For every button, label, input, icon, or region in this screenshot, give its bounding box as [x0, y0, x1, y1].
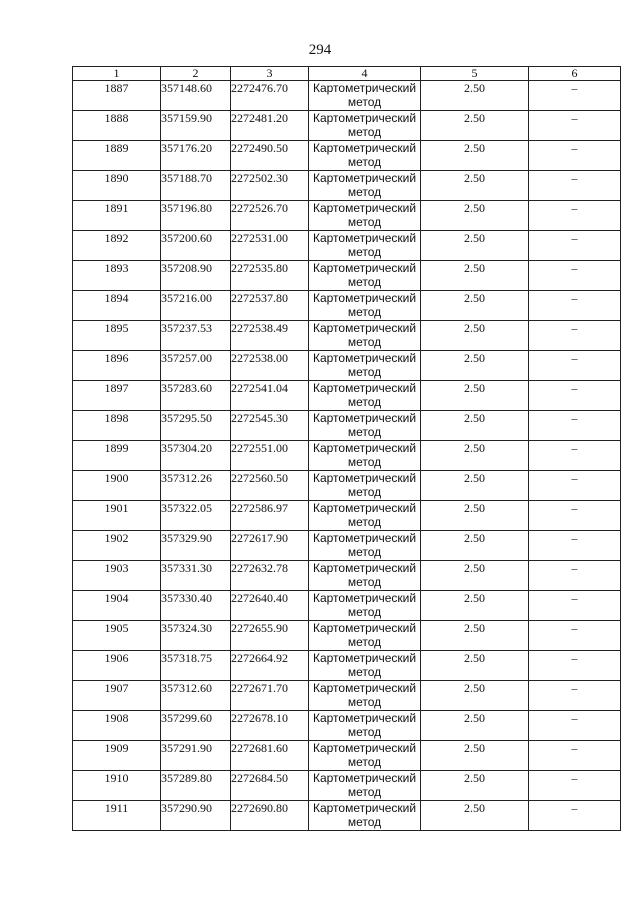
x-coordinate-cell: 357257.00 — [161, 351, 231, 381]
error-cell: 2.50 — [421, 801, 529, 831]
y-coordinate-cell: 2272490.50 — [231, 141, 309, 171]
x-coordinate-cell: 357188.70 — [161, 171, 231, 201]
table-row — [73, 321, 621, 351]
y-coordinate-cell: 2272526.70 — [231, 201, 309, 231]
method-cell: Картометрический метод — [309, 441, 421, 471]
method-cell: Картометрический метод — [309, 231, 421, 261]
x-coordinate-cell: 357312.60 — [161, 681, 231, 711]
x-coordinate-cell: 357318.75 — [161, 651, 231, 681]
error-cell: 2.50 — [421, 111, 529, 141]
y-coordinate-cell: 2272560.50 — [231, 471, 309, 501]
table-row — [73, 591, 621, 621]
note-cell: – — [529, 171, 621, 201]
note-cell: – — [529, 711, 621, 741]
point-number-cell: 1891 — [73, 201, 161, 231]
error-cell: 2.50 — [421, 321, 529, 351]
error-cell: 2.50 — [421, 81, 529, 111]
table-row — [73, 711, 621, 741]
note-cell: – — [529, 231, 621, 261]
method-cell: Картометрический метод — [309, 411, 421, 441]
point-number-cell: 1911 — [73, 801, 161, 831]
note-cell: – — [529, 411, 621, 441]
x-coordinate-cell: 357196.80 — [161, 201, 231, 231]
note-cell: – — [529, 531, 621, 561]
table-row — [73, 201, 621, 231]
y-coordinate-cell: 2272690.80 — [231, 801, 309, 831]
note-cell: – — [529, 201, 621, 231]
table-row — [73, 621, 621, 651]
point-number-cell: 1889 — [73, 141, 161, 171]
method-cell: Картометрический метод — [309, 141, 421, 171]
column-header-2: 2 — [161, 67, 231, 81]
method-cell: Картометрический метод — [309, 171, 421, 201]
method-cell: Картометрический метод — [309, 561, 421, 591]
y-coordinate-cell: 2272671.70 — [231, 681, 309, 711]
page-number: 294 — [308, 42, 332, 58]
point-number-cell: 1896 — [73, 351, 161, 381]
point-number-cell: 1894 — [73, 291, 161, 321]
error-cell: 2.50 — [421, 381, 529, 411]
table-row — [73, 501, 621, 531]
error-cell: 2.50 — [421, 441, 529, 471]
point-number-cell: 1903 — [73, 561, 161, 591]
table-row — [73, 111, 621, 141]
column-header-5: 5 — [421, 67, 529, 81]
point-number-cell: 1907 — [73, 681, 161, 711]
note-cell: – — [529, 561, 621, 591]
y-coordinate-cell: 2272681.60 — [231, 741, 309, 771]
y-coordinate-cell: 2272664.92 — [231, 651, 309, 681]
note-cell: – — [529, 621, 621, 651]
header-row — [73, 67, 621, 81]
y-coordinate-cell: 2272476.70 — [231, 81, 309, 111]
coordinates-table — [72, 66, 621, 831]
y-coordinate-cell: 2272617.90 — [231, 531, 309, 561]
x-coordinate-cell: 357295.50 — [161, 411, 231, 441]
point-number-cell: 1888 — [73, 111, 161, 141]
table-row — [73, 381, 621, 411]
method-cell: Картометрический метод — [309, 771, 421, 801]
y-coordinate-cell: 2272586.97 — [231, 501, 309, 531]
method-cell: Картометрический метод — [309, 621, 421, 651]
point-number-cell: 1906 — [73, 651, 161, 681]
table-header — [73, 67, 621, 81]
x-coordinate-cell: 357312.26 — [161, 471, 231, 501]
error-cell: 2.50 — [421, 411, 529, 441]
point-number-cell: 1898 — [73, 411, 161, 441]
point-number-cell: 1910 — [73, 771, 161, 801]
table-row — [73, 231, 621, 261]
y-coordinate-cell: 2272537.80 — [231, 291, 309, 321]
point-number-cell: 1900 — [73, 471, 161, 501]
x-coordinate-cell: 357329.90 — [161, 531, 231, 561]
point-number-cell: 1890 — [73, 171, 161, 201]
method-cell: Картометрический метод — [309, 531, 421, 561]
error-cell: 2.50 — [421, 501, 529, 531]
column-header-4: 4 — [309, 67, 421, 81]
method-cell: Картометрический метод — [309, 261, 421, 291]
y-coordinate-cell: 2272535.80 — [231, 261, 309, 291]
x-coordinate-cell: 357176.20 — [161, 141, 231, 171]
note-cell: – — [529, 771, 621, 801]
x-coordinate-cell: 357216.00 — [161, 291, 231, 321]
method-cell: Картометрический метод — [309, 681, 421, 711]
point-number-cell: 1892 — [73, 231, 161, 261]
x-coordinate-cell: 357283.60 — [161, 381, 231, 411]
table-row — [73, 741, 621, 771]
y-coordinate-cell: 2272655.90 — [231, 621, 309, 651]
error-cell: 2.50 — [421, 531, 529, 561]
error-cell: 2.50 — [421, 561, 529, 591]
y-coordinate-cell: 2272538.00 — [231, 351, 309, 381]
table-row — [73, 351, 621, 381]
method-cell: Картометрический метод — [309, 741, 421, 771]
y-coordinate-cell: 2272551.00 — [231, 441, 309, 471]
method-cell: Картометрический метод — [309, 591, 421, 621]
error-cell: 2.50 — [421, 741, 529, 771]
table-row — [73, 81, 621, 111]
method-cell: Картометрический метод — [309, 801, 421, 831]
table-row — [73, 651, 621, 681]
point-number-cell: 1905 — [73, 621, 161, 651]
table-body — [73, 81, 621, 831]
table-row — [73, 471, 621, 501]
y-coordinate-cell: 2272481.20 — [231, 111, 309, 141]
point-number-cell: 1887 — [73, 81, 161, 111]
y-coordinate-cell: 2272684.50 — [231, 771, 309, 801]
error-cell: 2.50 — [421, 171, 529, 201]
error-cell: 2.50 — [421, 201, 529, 231]
x-coordinate-cell: 357304.20 — [161, 441, 231, 471]
point-number-cell: 1895 — [73, 321, 161, 351]
error-cell: 2.50 — [421, 261, 529, 291]
error-cell: 2.50 — [421, 291, 529, 321]
error-cell: 2.50 — [421, 771, 529, 801]
table-row — [73, 441, 621, 471]
table-row — [73, 681, 621, 711]
table-row — [73, 261, 621, 291]
point-number-cell: 1908 — [73, 711, 161, 741]
point-number-cell: 1904 — [73, 591, 161, 621]
method-cell: Картометрический метод — [309, 111, 421, 141]
table-row — [73, 171, 621, 201]
note-cell: – — [529, 111, 621, 141]
note-cell: – — [529, 591, 621, 621]
point-number-cell: 1897 — [73, 381, 161, 411]
note-cell: – — [529, 741, 621, 771]
y-coordinate-cell: 2272531.00 — [231, 231, 309, 261]
point-number-cell: 1893 — [73, 261, 161, 291]
error-cell: 2.50 — [421, 711, 529, 741]
method-cell: Картометрический метод — [309, 381, 421, 411]
method-cell: Картометрический метод — [309, 201, 421, 231]
table-row — [73, 801, 621, 831]
point-number-cell: 1899 — [73, 441, 161, 471]
note-cell: – — [529, 351, 621, 381]
column-header-3: 3 — [231, 67, 309, 81]
y-coordinate-cell: 2272541.04 — [231, 381, 309, 411]
method-cell: Картометрический метод — [309, 711, 421, 741]
table-row — [73, 141, 621, 171]
table-row — [73, 291, 621, 321]
method-cell: Картометрический метод — [309, 351, 421, 381]
y-coordinate-cell: 2272640.40 — [231, 591, 309, 621]
error-cell: 2.50 — [421, 351, 529, 381]
table-row — [73, 771, 621, 801]
point-number-cell: 1901 — [73, 501, 161, 531]
note-cell: – — [529, 81, 621, 111]
error-cell: 2.50 — [421, 591, 529, 621]
error-cell: 2.50 — [421, 141, 529, 171]
note-cell: – — [529, 651, 621, 681]
x-coordinate-cell: 357299.60 — [161, 711, 231, 741]
y-coordinate-cell: 2272538.49 — [231, 321, 309, 351]
method-cell: Картометрический метод — [309, 501, 421, 531]
error-cell: 2.50 — [421, 471, 529, 501]
x-coordinate-cell: 357237.53 — [161, 321, 231, 351]
method-cell: Картометрический метод — [309, 321, 421, 351]
error-cell: 2.50 — [421, 681, 529, 711]
note-cell: – — [529, 141, 621, 171]
method-cell: Картометрический метод — [309, 471, 421, 501]
note-cell: – — [529, 801, 621, 831]
x-coordinate-cell: 357208.90 — [161, 261, 231, 291]
point-number-cell: 1902 — [73, 531, 161, 561]
x-coordinate-cell: 357331.30 — [161, 561, 231, 591]
x-coordinate-cell: 357159.90 — [161, 111, 231, 141]
x-coordinate-cell: 357200.60 — [161, 231, 231, 261]
x-coordinate-cell: 357322.05 — [161, 501, 231, 531]
method-cell: Картометрический метод — [309, 651, 421, 681]
y-coordinate-cell: 2272502.30 — [231, 171, 309, 201]
x-coordinate-cell: 357324.30 — [161, 621, 231, 651]
error-cell: 2.50 — [421, 651, 529, 681]
y-coordinate-cell: 2272632.78 — [231, 561, 309, 591]
column-header-1: 1 — [73, 67, 161, 81]
x-coordinate-cell: 357330.40 — [161, 591, 231, 621]
table-row — [73, 531, 621, 561]
table-row — [73, 561, 621, 591]
note-cell: – — [529, 441, 621, 471]
x-coordinate-cell: 357290.90 — [161, 801, 231, 831]
x-coordinate-cell: 357289.80 — [161, 771, 231, 801]
error-cell: 2.50 — [421, 621, 529, 651]
note-cell: – — [529, 261, 621, 291]
point-number-cell: 1909 — [73, 741, 161, 771]
x-coordinate-cell: 357291.90 — [161, 741, 231, 771]
note-cell: – — [529, 291, 621, 321]
note-cell: – — [529, 321, 621, 351]
y-coordinate-cell: 2272678.10 — [231, 711, 309, 741]
note-cell: – — [529, 681, 621, 711]
column-header-6: 6 — [529, 67, 621, 81]
error-cell: 2.50 — [421, 231, 529, 261]
method-cell: Картометрический метод — [309, 291, 421, 321]
table-row — [73, 411, 621, 441]
y-coordinate-cell: 2272545.30 — [231, 411, 309, 441]
note-cell: – — [529, 381, 621, 411]
x-coordinate-cell: 357148.60 — [161, 81, 231, 111]
note-cell: – — [529, 471, 621, 501]
note-cell: – — [529, 501, 621, 531]
method-cell: Картометрический метод — [309, 81, 421, 111]
